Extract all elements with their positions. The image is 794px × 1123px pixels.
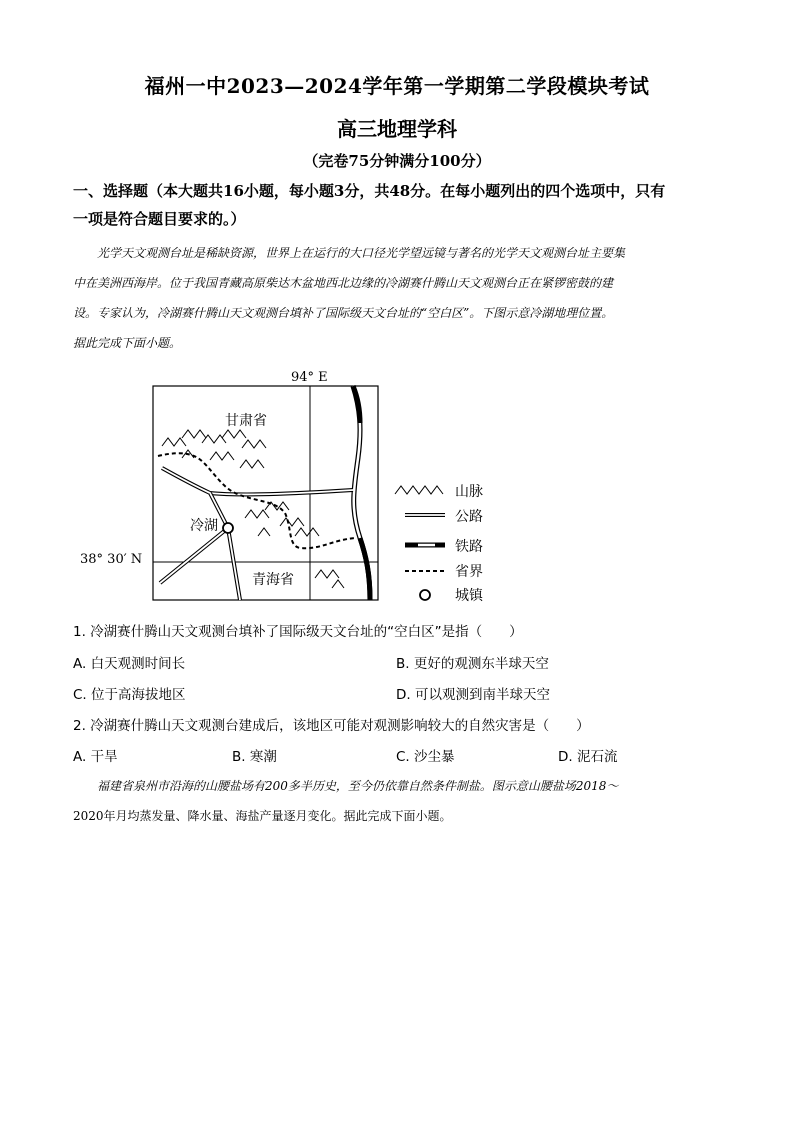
road-main-outer: [162, 468, 353, 494]
passage-2-line1: 福建省泉州市沿海的山腰盐场有200多半历史，至今仍依靠自然条件制盐。图示意山腰盐场2018～: [97, 779, 619, 793]
latitude-label: 38° 30′ N: [80, 552, 143, 567]
legend-road-label: 公路: [455, 509, 483, 525]
question-2-option-d[interactable]: D. 泥石流: [558, 749, 618, 765]
passage-1-line2: 中在美洲西海岸。位于我国青藏高原柴达木盆地西北边缘的冷湖赛什腾山天文观测台正在紧锣密鼓的建: [73, 276, 614, 290]
railway-black-segment: [360, 538, 370, 600]
mountain-range-north: [162, 430, 266, 468]
town-marker: [223, 523, 233, 533]
passage-1-line4: 据此完成下面小题。: [73, 336, 182, 350]
legend-railway-label: 铁路: [455, 539, 483, 555]
railway-black-segment-2: [353, 386, 360, 423]
legend-town-label: 城镇: [455, 588, 483, 604]
road-s-inner: [228, 528, 240, 600]
lenghu-town-label: 冷湖: [190, 518, 218, 534]
longitude-label: 94° E: [291, 370, 328, 385]
legend-boundary-label: 省界: [455, 564, 483, 580]
section-heading: [73, 177, 723, 233]
map-legend: [395, 486, 445, 600]
section-heading-line1: 一、选择题（本大题共16小题，每小题3分，共48分。在每小题列出的四个选项中，只有: [73, 182, 666, 200]
legend-mountain-icon: [395, 486, 443, 494]
question-1-option-a[interactable]: A. 白天观测时间长: [73, 656, 186, 672]
passage-1: [73, 238, 723, 358]
question-1-option-b[interactable]: B. 更好的观测东半球天空: [396, 656, 549, 672]
question-1-stem: 1. 冷湖赛什腾山天文观测台填补了国际级天文台址的“空白区”是指（ ）: [73, 624, 523, 640]
passage-2: [73, 771, 723, 831]
exam-note: （完卷75分钟满分100分）: [303, 152, 491, 170]
question-2-option-b[interactable]: B. 寒潮: [232, 749, 277, 765]
passage-1-line1: 光学天文观测台址是稀缺资源，世界上在运行的大口径光学望远镜与著名的光学天文观测台址主要集: [97, 246, 626, 260]
legend-town-icon: [420, 590, 430, 600]
question-2-stem: 2. 冷湖赛什腾山天文观测台建成后，该地区可能对观测影响较大的自然灾害是（ ）: [73, 718, 590, 734]
exam-subtitle: 高三地理学科: [337, 117, 457, 141]
legend-mountain-label: 山脉: [455, 484, 483, 500]
question-1-option-d[interactable]: D. 可以观测到南半球天空: [396, 687, 550, 703]
exam-title: 福州一中2023—2024学年第一学期第二学段模块考试: [144, 74, 650, 98]
question-2-option-a[interactable]: A. 干旱: [73, 749, 118, 765]
passage-2-line2: 2020年月均蒸发量、降水量、海盐产量逐月变化。据此完成下面小题。: [73, 809, 452, 823]
gansu-province-label: 甘肃省: [225, 413, 267, 429]
section-heading-line2: 一项是符合题目要求的。）: [73, 210, 246, 228]
question-1-option-c[interactable]: C. 位于高海拔地区: [73, 687, 186, 703]
road-sw-inner: [160, 528, 228, 583]
question-2-option-c[interactable]: C. 沙尘暴: [396, 749, 455, 765]
qinghai-province-label: 青海省: [252, 572, 294, 588]
province-boundary: [158, 453, 355, 548]
passage-1-line3: 设。专家认为，冷湖赛什腾山天文观测台填补了国际级天文台址的“空白区”。下图示意冷湖地理位置。: [73, 306, 614, 320]
